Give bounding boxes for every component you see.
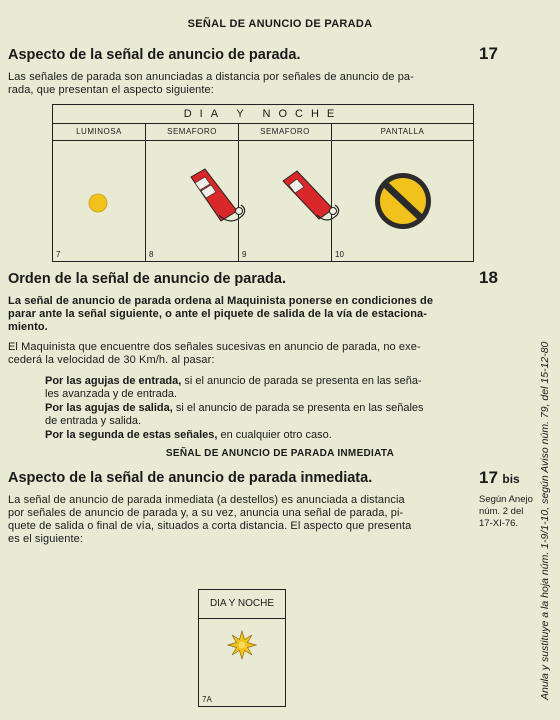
list-item: Por la segunda de estas señales, en cualquier otro caso. <box>45 429 332 441</box>
section-17bis-title: Aspecto de la señal de anuncio de parada inmediata. <box>8 470 373 486</box>
order-text-line2: parar ante la señal siguiente, o ante el piquete de salida de la vía de estaciona- <box>8 308 428 320</box>
col-header-semaforo-2: SEMAFORO <box>239 124 331 141</box>
list-item: Por las agujas de salida, si el anuncio de parada se presenta en las señales de entrada y salida. <box>45 402 424 428</box>
section-18-title: Orden de la señal de anuncio de parada. <box>8 271 286 287</box>
side-annotation: Anula y sustituye a la hoja núm. 1-9/1-10, según Aviso núm. 79, del 15-12-80 <box>539 341 551 700</box>
yellow-light-icon <box>86 191 110 215</box>
flashing-signal-table <box>198 589 286 707</box>
bis-text-line2: por señales de anuncio de parada y, a su vez, anuncia una señal de parada, pi- <box>8 507 404 519</box>
semaphore-arm-icon <box>275 161 345 235</box>
subheader: SEÑAL DE ANUNCIO DE PARADA INMEDIATA <box>165 448 395 459</box>
semaphore-arm-icon <box>181 165 251 235</box>
section-17-number: 17 <box>479 44 498 63</box>
cell-number: 10 <box>335 250 344 259</box>
page-header: SEÑAL DE ANUNCIO DE PARADA <box>187 18 373 30</box>
divider <box>145 124 146 261</box>
signal-table <box>52 104 474 262</box>
bis-text-line4: es el siguiente: <box>8 533 83 545</box>
cell-number: 9 <box>242 250 247 259</box>
section-17-title: Aspecto de la señal de anuncio de parada. <box>8 47 301 63</box>
flashing-light-icon <box>227 630 257 660</box>
cell-number: 8 <box>149 250 154 259</box>
rule-text-line1: El Maquinista que encuentre dos señales sucesivas en anuncio de parada, no exe- <box>8 341 421 353</box>
order-text-line1: La señal de anuncio de parada ordena al Maquinista ponerse en condiciones de <box>8 295 434 307</box>
section-17-text-line2: rada, que presentan el aspecto siguiente: <box>8 84 214 96</box>
screen-panel-icon <box>373 171 433 231</box>
col-header-semaforo-1: SEMAFORO <box>146 124 238 141</box>
table-title: DIA Y NOCHE <box>53 105 473 124</box>
rule-text-line2: cederá la velocidad de 30 Km/h. al pasar: <box>8 354 215 366</box>
table-title: DIA Y NOCHE <box>199 590 285 619</box>
cell-number: 7 <box>56 250 61 259</box>
side-note: Según Anejo núm. 2 del 17-XI-76. <box>479 494 533 529</box>
bis-text-line3: quete de salida o final de vía, situados a corta distancia. El aspecto que presenta <box>8 520 412 532</box>
list-item: Por las agujas de entrada, si el anuncio de parada se presenta en las seña- les avanzada y de entrada. <box>45 375 422 401</box>
section-18-number: 18 <box>479 268 498 287</box>
col-header-luminosa: LUMINOSA <box>53 124 145 141</box>
bis-text-line1: La señal de anuncio de parada inmediata (a destellos) es anunciada a distancia <box>8 494 405 506</box>
order-text-line3: miento. <box>8 321 48 333</box>
section-17-text-line1: Las señales de parada son anunciadas a distancia por señales de anuncio de pa- <box>8 71 414 83</box>
section-17bis-number: 17 bis <box>479 468 520 487</box>
col-header-pantalla: PANTALLA <box>332 124 473 141</box>
cell-number: 7A <box>202 695 212 704</box>
